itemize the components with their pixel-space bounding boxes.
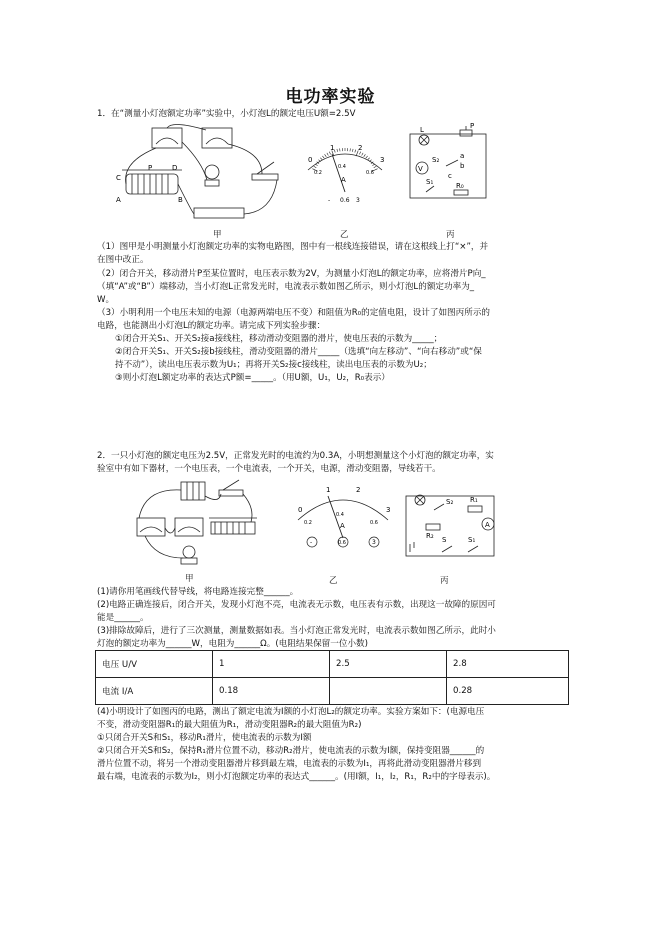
q2-term-3: 3: [372, 539, 376, 546]
q2-tick-3: 3: [386, 506, 391, 514]
table-cell: 0.18: [213, 678, 330, 705]
q2-line-5: 灯泡的额定功率为______W，电阻为______Ω。(电阻结果保留一位小数): [97, 639, 368, 649]
q2c-label-S1: S₁: [468, 536, 476, 544]
dial-tick-mark: [327, 153, 329, 156]
q2c-label-R2: R₂: [426, 532, 434, 540]
q2-tick-0: 0: [298, 506, 303, 514]
q2c-label-S2: S₂: [446, 498, 454, 506]
table-cell: [330, 678, 447, 705]
q1-line-5: W。: [97, 295, 115, 305]
q2-caption-bing: 丙: [440, 576, 449, 586]
table-cell: 2.8: [447, 651, 569, 678]
dial-tick-mark: [314, 166, 317, 167]
q2-term-06: 0.6: [338, 540, 346, 546]
table-row: [96, 651, 569, 678]
table-cell: 电压 U/V: [96, 651, 213, 678]
q2-part4-3: ①只闭合开关S和S₁，移动R₁滑片，使电流表的示数为I额: [97, 733, 312, 743]
q1-line-2: 在图中改正。: [97, 255, 149, 265]
q1-subtick-3: 0.6: [366, 170, 374, 176]
q2-part4-1: (4)小明设计了如图丙的电路，测出了额定电流为I额的小灯泡L₂的额定功率。实验方案如下：(电源电压: [97, 707, 485, 717]
q1-tick-3: 3: [380, 156, 385, 164]
q2-caption-yi: 乙: [329, 576, 338, 586]
q1-tick-2: 2: [358, 144, 363, 152]
q1-label-C: C: [116, 174, 121, 182]
q1-caption-yi: 乙: [340, 230, 349, 240]
q2-subtick-2: 0.4: [336, 512, 344, 518]
q1-subtick-1: 0.2: [314, 170, 322, 176]
dial-tick-mark: [364, 154, 366, 156]
dial-tick-mark: [315, 164, 317, 166]
q2-fig-jia: [125, 478, 260, 570]
q1-label-B: B: [178, 196, 183, 204]
q1c-label-c: c: [448, 172, 452, 180]
q1-line-6: （3）小明利用一个电压未知的电源（电源两端电压不变）和阻值为R₀的定值电阻，设计了如图丙所示的: [97, 308, 491, 318]
q1-fig-yi: [296, 140, 394, 204]
dial-tick-mark: [320, 158, 322, 160]
q2-line-2: (2)电路正确连接后，闭合开关，发现小灯泡不亮，电流表无示数，电压表有示数，出现这一故障的原因可: [97, 600, 496, 610]
q1-tick-0: 0: [308, 156, 313, 164]
dial-tick-mark: [362, 153, 364, 156]
q1c-label-L: L: [420, 126, 424, 134]
q1c-label-a: a: [460, 152, 465, 160]
q2-line-3: 能是______。: [97, 613, 149, 623]
q1-fig-jia: [112, 122, 292, 232]
q1c-label-S1: S₁: [426, 178, 434, 186]
q1-label-D: D: [172, 164, 178, 172]
q2-subtick-1: 0.2: [304, 520, 312, 526]
q2-term-neg: -: [310, 539, 313, 546]
dial-tick-mark: [355, 150, 356, 153]
table-cell: 2.5: [330, 651, 447, 678]
q1-step-2: ②闭合开关S₁、开关S₂接b接线柱，滑动变阻器的滑片_____（选填“向左移动”、“向右移动”或“保: [115, 347, 482, 357]
q2-tick-2: 2: [356, 486, 361, 494]
q2-meter-unit: A: [340, 522, 345, 530]
dial-tick-mark: [329, 152, 330, 155]
q2-fig-bing: [398, 486, 502, 564]
q1-subtick-2: 0.4: [338, 164, 346, 170]
q2-caption-jia: 甲: [185, 574, 194, 584]
q1-term-06: 0.6: [340, 197, 350, 204]
q2-line-1: (1)请你用笔画线代替导线，将电路连接完整______。: [97, 587, 299, 597]
q1-step-2b: 持不动”），读出电压表示数为U₁；再将开关S₂接c接线柱，读出电压表的示数为U₂；: [115, 360, 432, 370]
q2-data-table: [95, 650, 569, 705]
dial-tick-mark: [366, 156, 368, 158]
q1-label-A: A: [116, 196, 121, 204]
dial-tick-mark: [359, 152, 360, 155]
dial-tick-mark: [374, 166, 377, 167]
q1-caption-jia: 甲: [213, 230, 222, 240]
dial-tick-mark: [352, 149, 353, 152]
dial-tick-mark: [372, 164, 374, 166]
q2-fig-yi: [288, 480, 398, 552]
page-title: 电功率实验: [285, 87, 376, 107]
dial-tick-mark: [325, 154, 327, 156]
dial-tick-mark: [322, 156, 324, 158]
q1-stem: 1．在“测量小灯泡额定功率”实验中，小灯泡L的额定电压U额=2.5V: [97, 109, 356, 119]
q2-stem-1: 2．一只小灯泡的额定电压为2.5V，正常发光时的电流约为0.3A，小明想测量这个小灯泡的额定功率，实: [97, 451, 494, 461]
table-cell: 1: [213, 651, 330, 678]
q1-step-1: ①闭合开关S₁、开关S₂接a接线柱，移动滑动变阻器的滑片，使电压表的示数为_____；: [115, 334, 443, 344]
q2-part4-2: 不变，滑动变阻器R₁的最大阻值为R₁，滑动变阻器R₂的最大阻值为R₂): [97, 720, 362, 730]
dial-tick-mark: [368, 158, 370, 160]
q2c-label-A: A: [485, 521, 490, 529]
q1-line-7: 电路，也能测出小灯泡L的额定功率。请完成下列实验步骤：: [97, 321, 326, 331]
q2-part4-4: ②只闭合开关S和S₂，保持R₁滑片位置不动，移动R₂滑片，使电流表的示数为I额，保持变阻器______的: [97, 746, 485, 756]
q1c-label-P: P: [470, 122, 475, 130]
q2-tick-1: 1: [326, 486, 331, 494]
q1-caption-bing: 丙: [446, 230, 455, 240]
table-cell: 电流 I/A: [96, 678, 213, 705]
q1c-label-S2: S₂: [432, 156, 440, 164]
q1c-label-b: b: [460, 162, 465, 170]
q1-line-1: （1）图甲是小明测量小灯泡额定功率的实物电路图，图中有一根线连接错误，请在这根线上打“×”，并: [97, 242, 489, 252]
q2-part4-5: 滑片位置不动，将另一个滑动变阻器滑片移到最左端，电流表的示数为I₁，再将此滑动变阻器滑片移到: [97, 759, 482, 769]
dial-tick-mark: [337, 149, 338, 152]
q1-label-P: P: [148, 164, 153, 172]
q1-line-3: （2）闭合开关，移动滑片P至某位置时，电压表示数为2V，为测量小灯泡L的额定功率，应将滑片P向_: [97, 269, 486, 279]
q1-fig-bing: [400, 122, 498, 206]
q2-line-4: (3)排除故障后，进行了三次测量，测量数据如表。当小灯泡正常发光时，电流表示数如图乙所示，此时小: [97, 626, 496, 636]
q1-step-3: ③则小灯泡L额定功率的表达式P额=_____。（用U额，U₁，U₂，R₀表示）: [115, 373, 390, 383]
q1c-label-V: V: [418, 165, 423, 173]
q2-part4-6: 最右端，电流表的示数为I₂，则小灯泡额定功率的表达式______。(用I额，I₁，I₂，R₁，R₂中的字母表示)。: [97, 772, 496, 782]
q1-term-3: 3: [356, 197, 360, 204]
q1c-label-R0: R₀: [456, 182, 464, 190]
q1-line-4: （填“A”或“B”）端移动，当小灯泡L正常发光时，电流表示数如图乙所示，则小灯泡L的额定功率为_: [97, 282, 475, 292]
q1-meter-unit: A: [341, 176, 346, 184]
table-cell: 0.28: [447, 678, 569, 705]
q1-tick-1: 1: [330, 144, 335, 152]
table-row: [96, 678, 569, 705]
q2c-label-R1: R₁: [470, 496, 478, 504]
q1-term-neg: -: [328, 197, 331, 204]
q2-subtick-3: 0.6: [370, 520, 378, 526]
q2-stem-2: 验室中有如下器材，一个电压表，一个电流表，一个开关，电源，滑动变阻器，导线若干。: [97, 464, 441, 474]
q2c-label-S: S: [442, 536, 447, 544]
